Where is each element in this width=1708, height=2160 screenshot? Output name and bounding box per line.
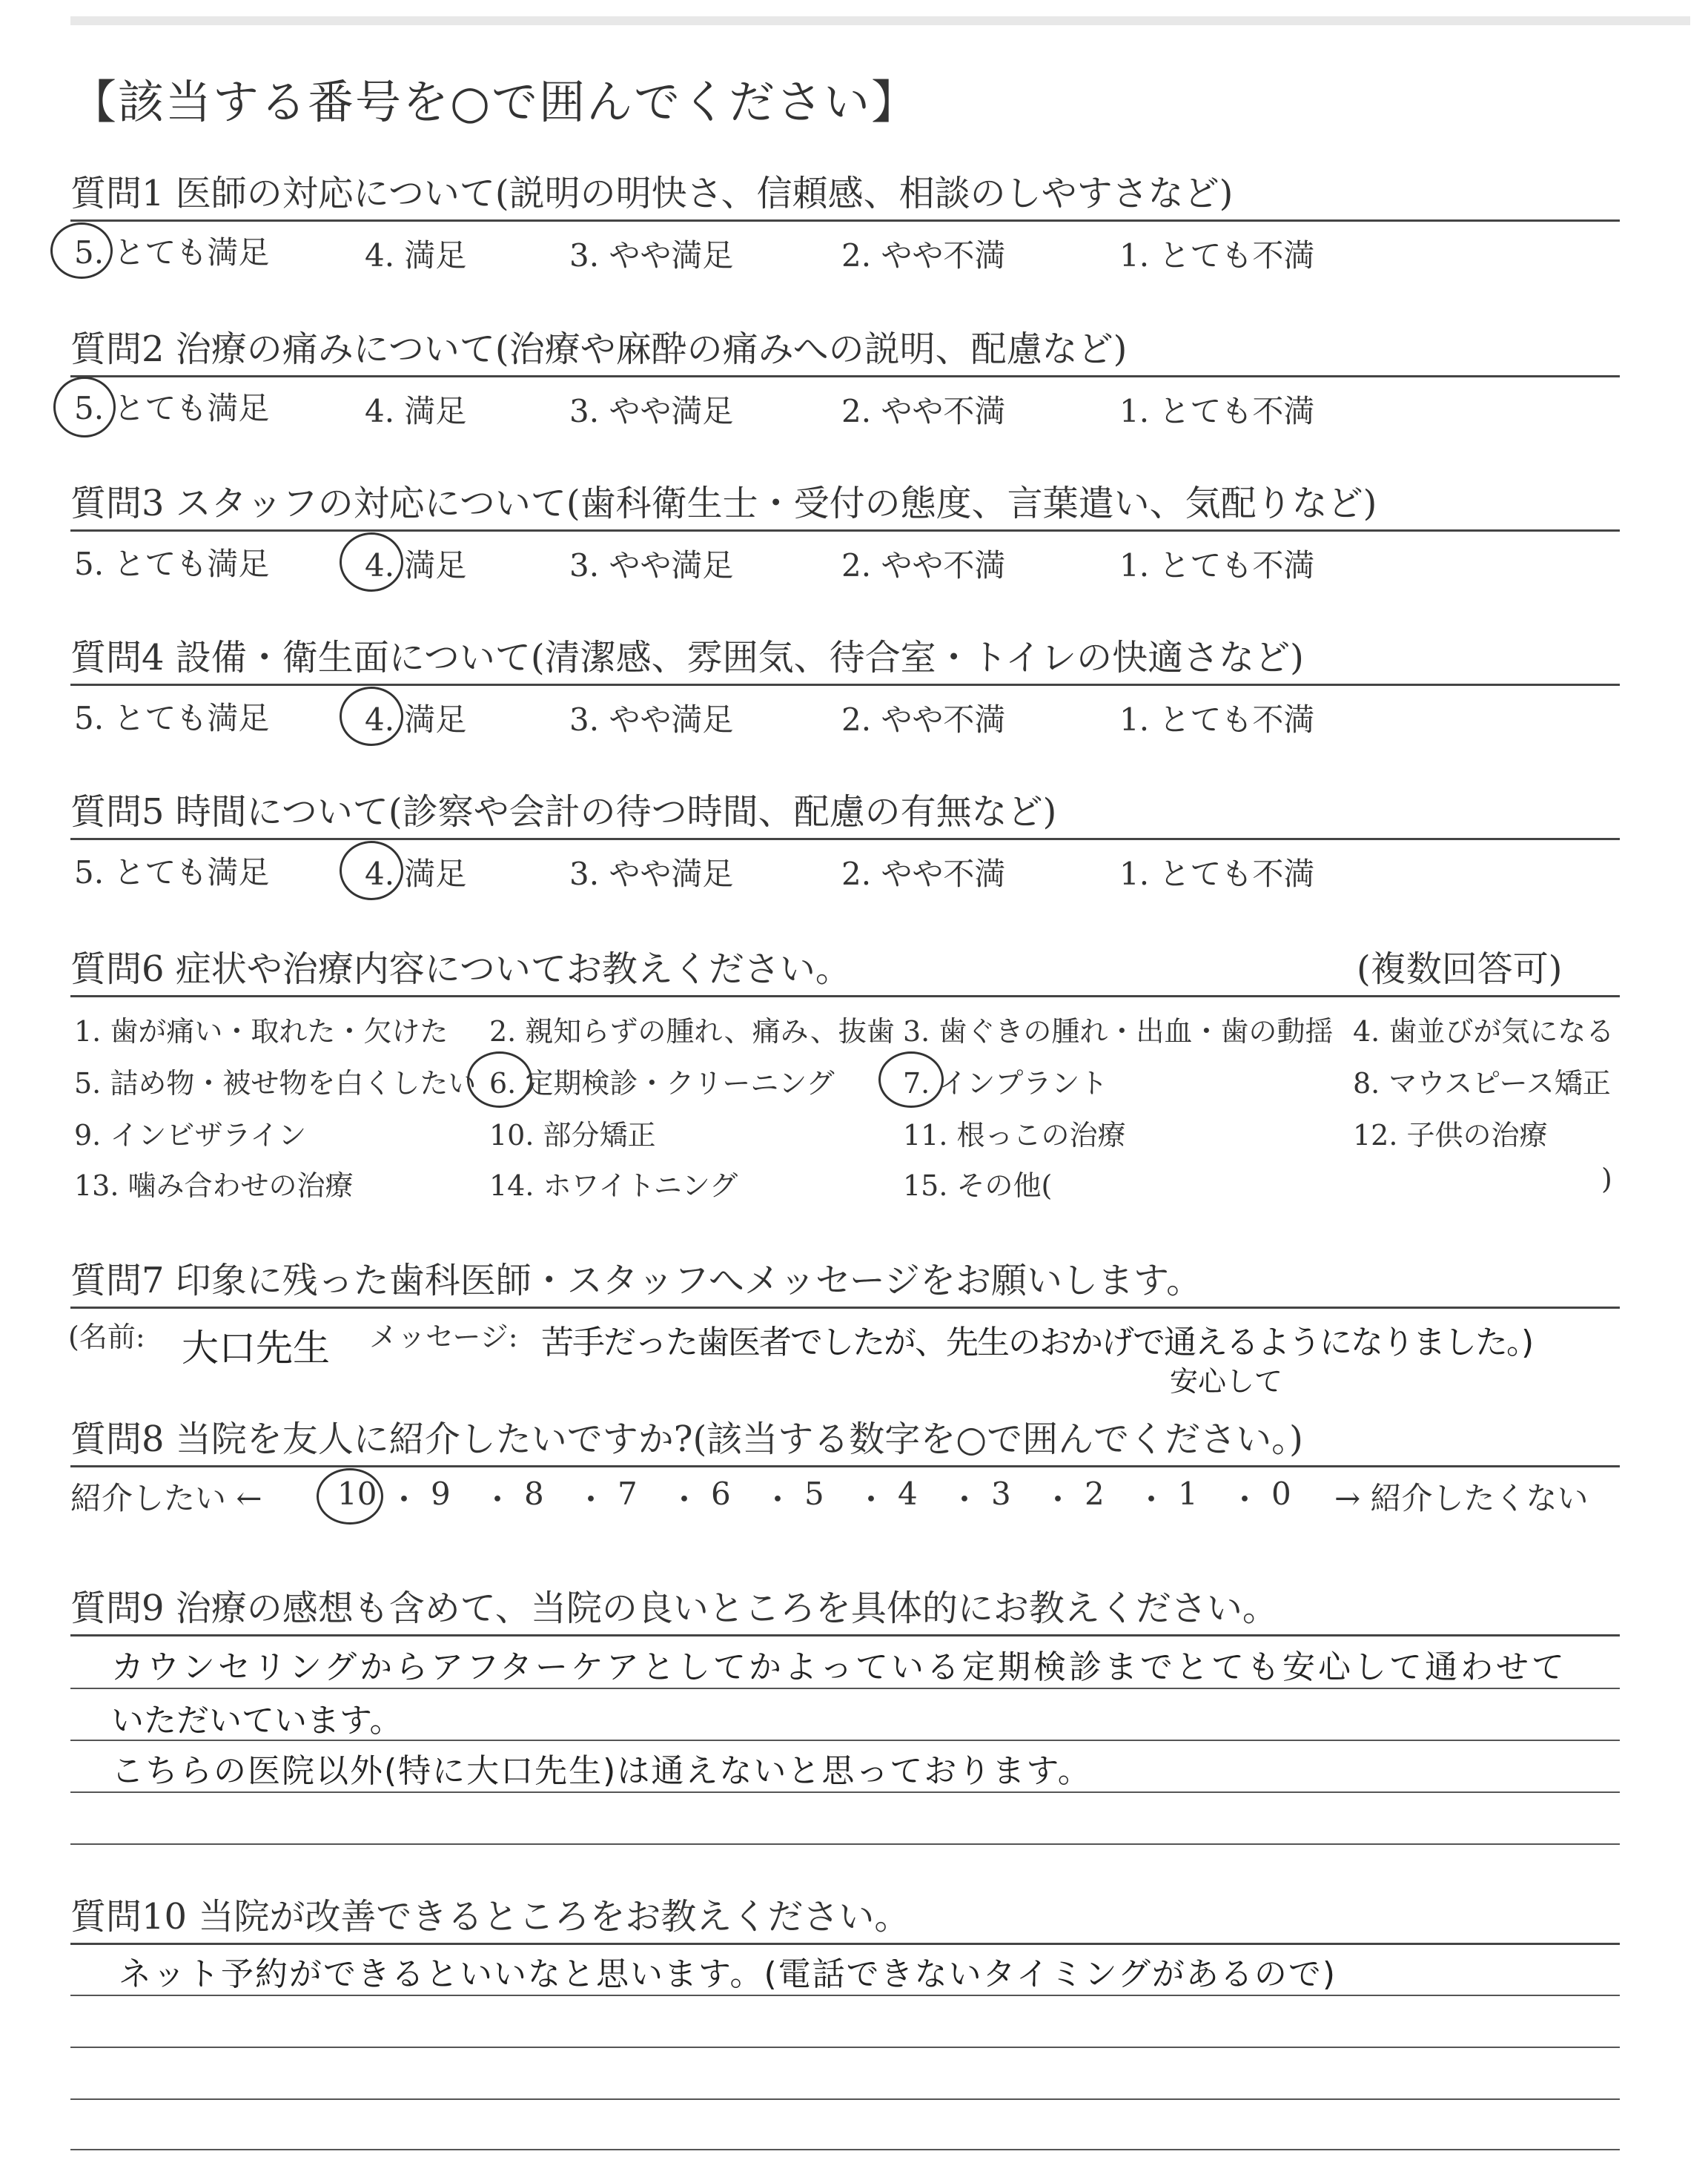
- q3-option-3[interactable]: 3. やや満足: [569, 547, 734, 584]
- q6-option-5[interactable]: 5. 詰め物・被せ物を白くしたい: [74, 1067, 477, 1100]
- question-5-rule: [70, 838, 1620, 840]
- q6-option-10[interactable]: 10. 部分矯正: [489, 1119, 656, 1152]
- q6-selection-circle-6: [467, 1051, 532, 1108]
- q8-right-label: → 紹介したくない: [1334, 1480, 1589, 1516]
- q1-option-2[interactable]: 2. やや不満: [841, 237, 1006, 274]
- q8-scale-9[interactable]: 9: [431, 1476, 451, 1512]
- q5-selection-circle: [340, 841, 403, 900]
- q10-line-1: [70, 1995, 1620, 1996]
- q1-selection-circle: [50, 222, 113, 279]
- q3-option-5[interactable]: 5. とても満足: [74, 546, 270, 582]
- q8-scale-separator-dot: ・: [482, 1482, 514, 1518]
- question-5-title: 質問5 時間について(診察や会計の待つ時間、配慮の有無など): [70, 791, 1057, 833]
- q6-option-15-close-paren: ): [1601, 1163, 1612, 1195]
- q2-option-2[interactable]: 2. やや不満: [841, 393, 1006, 429]
- question-10-title: 質問10 当院が改善できるところをお教えください。: [70, 1896, 910, 1938]
- q5-option-2[interactable]: 2. やや不満: [841, 856, 1006, 892]
- question-4-rule: [70, 684, 1620, 686]
- question-9-rule: [70, 1634, 1620, 1636]
- question-8-title: 質問8 当院を友人に紹介したいですか?(該当する数字を○で囲んでください。): [70, 1418, 1303, 1460]
- question-8-rule: [70, 1465, 1620, 1467]
- question-2-title: 質問2 治療の痛みについて(治療や麻酔の痛みへの説明、配慮など): [70, 328, 1128, 370]
- q10-answer-line-1[interactable]: ネット予約ができるといいなと思います。(電話できないタイミングがあるので): [119, 1955, 1337, 1993]
- q8-scale-8[interactable]: 8: [524, 1476, 544, 1512]
- q4-option-2[interactable]: 2. やや不満: [841, 701, 1006, 738]
- q6-option-9[interactable]: 9. インビザライン: [74, 1119, 307, 1152]
- q8-scale-5[interactable]: 5: [804, 1476, 824, 1512]
- q8-scale-separator-dot: ・: [575, 1482, 607, 1518]
- q9-answer-line-3[interactable]: こちらの医院以外(特に大口先生)は通えないと思っております。: [111, 1752, 1092, 1790]
- question-7-rule: [70, 1307, 1620, 1309]
- q4-option-4[interactable]: 4. 満足: [365, 701, 467, 738]
- q8-scale-2[interactable]: 2: [1085, 1476, 1105, 1512]
- q4-option-1[interactable]: 1. とても不満: [1119, 701, 1315, 738]
- q9-line-3: [70, 1791, 1620, 1793]
- q6-option-4[interactable]: 4. 歯並びが気になる: [1353, 1015, 1615, 1048]
- q8-selection-circle: [317, 1468, 383, 1525]
- q8-scale-separator-dot: ・: [388, 1482, 420, 1518]
- question-1-title: 質問1 医師の対応について(説明の明快さ、信頼感、相談のしやすさなど): [70, 173, 1234, 214]
- page-header: 【該当する番号を○で囲んでください】: [70, 75, 919, 129]
- question-3-title: 質問3 スタッフの対応について(歯科衛生士・受付の態度、言葉遣い、気配りなど): [70, 483, 1377, 524]
- q9-answer-line-2[interactable]: いただいています。: [111, 1702, 403, 1740]
- q2-option-1[interactable]: 1. とても不満: [1119, 393, 1315, 429]
- q8-scale-7[interactable]: 7: [618, 1476, 638, 1512]
- question-10-rule: [70, 1943, 1620, 1945]
- q8-scale-separator-dot: ・: [762, 1482, 794, 1518]
- q2-option-4[interactable]: 4. 満足: [365, 393, 467, 429]
- q3-selection-circle: [340, 532, 403, 592]
- q8-scale-3[interactable]: 3: [991, 1476, 1011, 1512]
- q6-option-14[interactable]: 14. ホワイトニング: [489, 1169, 738, 1202]
- q4-selection-circle: [340, 687, 403, 746]
- q6-option-8[interactable]: 8. マウスピース矯正: [1353, 1067, 1611, 1100]
- q4-option-3[interactable]: 3. やや満足: [569, 701, 734, 738]
- q6-option-1[interactable]: 1. 歯が痛い・取れた・欠けた: [74, 1015, 448, 1048]
- q5-option-4[interactable]: 4. 満足: [365, 856, 467, 892]
- q6-option-6[interactable]: 6. 定期検診・クリーニング: [489, 1067, 835, 1100]
- q6-selection-circle-7: [878, 1051, 944, 1108]
- q8-scale-6[interactable]: 6: [711, 1476, 731, 1512]
- q8-scale-separator-dot: ・: [1136, 1482, 1168, 1518]
- q4-option-5[interactable]: 5. とても満足: [74, 700, 270, 736]
- question-4-title: 質問4 設備・衛生面について(清潔感、雰囲気、待合室・トイレの快適さなど): [70, 637, 1304, 678]
- question-2-rule: [70, 375, 1620, 377]
- q5-option-3[interactable]: 3. やや満足: [569, 856, 734, 892]
- q6-option-15[interactable]: 15. その他(: [903, 1169, 1053, 1202]
- q7-message-label: メッセージ:: [369, 1321, 518, 1353]
- q8-left-label: 紹介したい ←: [70, 1480, 262, 1516]
- q2-option-5[interactable]: 5. とても満足: [74, 390, 270, 426]
- q7-message-insertion: 安心して: [1170, 1365, 1283, 1398]
- q5-option-5[interactable]: 5. とても満足: [74, 854, 270, 891]
- q6-option-3[interactable]: 3. 歯ぐきの腫れ・出血・歯の動揺: [903, 1015, 1334, 1048]
- question-9-title: 質問9 治療の感想も含めて、当院の良いところを具体的にお教えください。: [70, 1588, 1278, 1629]
- q2-option-3[interactable]: 3. やや満足: [569, 393, 734, 429]
- q1-option-1[interactable]: 1. とても不満: [1119, 237, 1315, 274]
- q2-selection-circle: [53, 377, 116, 437]
- q6-option-13[interactable]: 13. 噛み合わせの治療: [74, 1169, 354, 1202]
- q5-option-1[interactable]: 1. とても不満: [1119, 856, 1315, 892]
- q6-option-7[interactable]: 7. インプラント: [903, 1067, 1108, 1100]
- q7-name-label: (名前:: [68, 1321, 145, 1353]
- q8-scale-separator-dot: ・: [669, 1482, 701, 1518]
- q6-option-11[interactable]: 11. 根っこの治療: [903, 1119, 1126, 1152]
- q8-scale-separator-dot: ・: [1042, 1482, 1074, 1518]
- question-6-note: (複数回答可): [1357, 948, 1563, 990]
- question-7-title: 質問7 印象に残った歯科医師・スタッフへメッセージをお願いします。: [70, 1260, 1202, 1301]
- question-1-rule: [70, 219, 1620, 222]
- top-edge-strip: [70, 16, 1690, 25]
- q8-scale-separator-dot: ・: [1229, 1482, 1261, 1518]
- q8-scale-10[interactable]: 10: [337, 1476, 377, 1512]
- q1-option-4[interactable]: 4. 満足: [365, 237, 467, 274]
- q8-scale-separator-dot: ・: [949, 1482, 981, 1518]
- q10-line-2: [70, 2047, 1620, 2048]
- q7-message-handwritten[interactable]: 苦手だった歯医者でしたが、先生のおかげで通えるようになりました。): [541, 1324, 1533, 1361]
- q9-line-4: [70, 1843, 1620, 1845]
- q8-scale-1[interactable]: 1: [1178, 1476, 1198, 1512]
- q6-option-12[interactable]: 12. 子供の治療: [1353, 1119, 1548, 1152]
- question-3-rule: [70, 529, 1620, 532]
- q6-option-2[interactable]: 2. 親知らずの腫れ、痛み、抜歯: [489, 1015, 895, 1048]
- q9-answer-line-1[interactable]: カウンセリングからアフターケアとしてかよっている定期検診までとても安心して通わせて: [111, 1648, 1568, 1686]
- q10-line-3: [70, 2098, 1620, 2100]
- q3-option-2[interactable]: 2. やや不満: [841, 547, 1006, 584]
- question-6-title: 質問6 症状や治療内容についてお教えください。: [70, 948, 851, 990]
- q7-name-handwritten[interactable]: 大口先生: [182, 1327, 330, 1370]
- q10-line-4: [70, 2149, 1620, 2150]
- q3-option-4[interactable]: 4. 満足: [365, 547, 467, 584]
- q8-scale-separator-dot: ・: [855, 1482, 887, 1518]
- q1-option-5[interactable]: 5. とても満足: [74, 234, 270, 271]
- question-6-rule: [70, 995, 1620, 997]
- q1-option-3[interactable]: 3. やや満足: [569, 237, 734, 274]
- q9-line-1: [70, 1688, 1620, 1689]
- q3-option-1[interactable]: 1. とても不満: [1119, 547, 1315, 584]
- q8-scale-0[interactable]: 0: [1271, 1476, 1291, 1512]
- q8-scale-4[interactable]: 4: [898, 1476, 918, 1512]
